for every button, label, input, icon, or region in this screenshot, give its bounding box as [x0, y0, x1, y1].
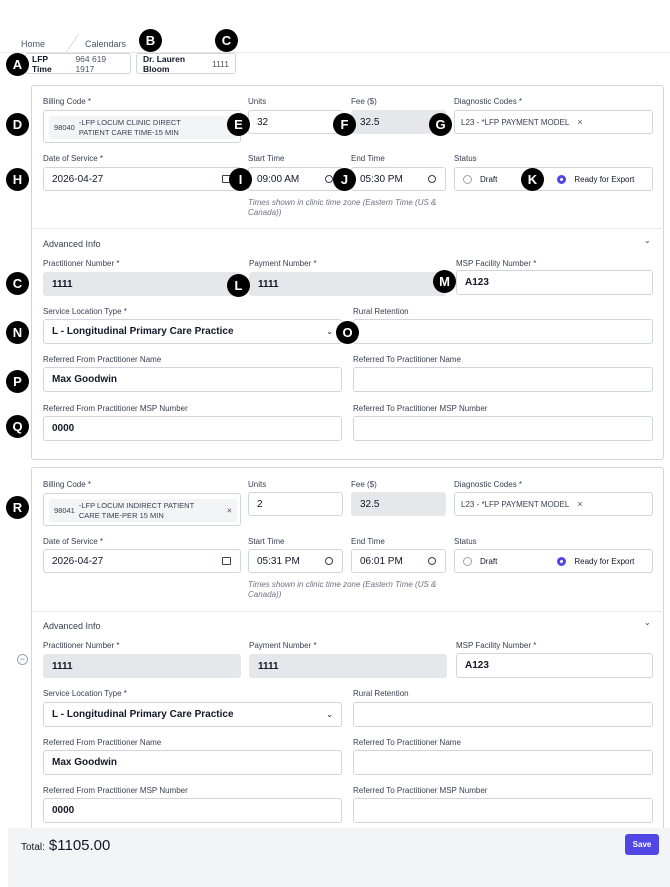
payment-number-field: 1111 [249, 272, 447, 296]
referred-to-name-input[interactable] [353, 367, 653, 392]
chevron-down-icon[interactable]: ⌄ [644, 618, 651, 627]
advanced-info-heading: Advanced Info [43, 239, 101, 249]
ready-for-export-label: Ready for Export [574, 556, 635, 566]
ready-for-export-label: Ready for Export [574, 174, 635, 184]
draft-radio[interactable] [463, 175, 472, 184]
badge-r: R [6, 496, 29, 519]
rural-retention-input[interactable] [353, 319, 653, 344]
badge-h: H [6, 168, 29, 191]
referred-to-name-input[interactable] [353, 750, 653, 775]
referred-to-msp-label: Referred To Practitioner MSP Number [353, 404, 488, 413]
timezone-hint: Times shown in clinic time zone (Eastern Time (US & Canada)) [248, 198, 437, 218]
remove-diagnostic-code-icon[interactable]: × [577, 499, 583, 509]
billing-code-label: Billing Code * [43, 480, 92, 489]
billing-code-select[interactable] [43, 493, 241, 526]
clock-icon[interactable] [428, 557, 436, 565]
fee-label: Fee ($) [351, 97, 377, 106]
practitioner-chip-number: 1111 [211, 58, 229, 69]
referred-from-msp-input[interactable]: 0000 [43, 416, 342, 441]
referred-from-msp-input[interactable]: 0000 [43, 798, 342, 823]
date-of-service-input[interactable] [43, 549, 241, 573]
referred-from-msp-label: Referred From Practitioner MSP Number [43, 786, 188, 795]
calendar-icon[interactable] [222, 557, 231, 565]
status-radio-group [454, 549, 653, 573]
diagnostic-codes-select[interactable] [454, 110, 653, 134]
draft-label: Draft [480, 556, 498, 566]
date-of-service-input[interactable] [43, 167, 241, 191]
badge-f: F [333, 113, 356, 136]
referred-from-name-input[interactable]: Max Goodwin [43, 367, 342, 392]
practitioner-number-field: 1111 [43, 272, 241, 296]
service-location-value: L - Longitudinal Primary Care Practice [52, 326, 234, 337]
badge-n: N [6, 321, 29, 344]
ready-for-export-radio[interactable] [557, 557, 566, 566]
end-time-label: End Time [351, 537, 385, 546]
badge-d: D [6, 113, 29, 136]
breadcrumb-separator [49, 34, 80, 52]
status-label: Status [454, 537, 477, 546]
units-label: Units [248, 97, 267, 106]
billing-code-number: 98040 [54, 122, 75, 132]
payment-number-label: Payment Number * [249, 641, 317, 650]
diagnostic-codes-select[interactable] [454, 492, 653, 516]
remove-entry-icon[interactable]: − [17, 654, 28, 665]
fee-field: 32.5 [351, 110, 446, 134]
end-time-value: 05:30 PM [360, 173, 403, 185]
billing-code-number: 98041 [54, 505, 75, 515]
billing-code-select[interactable] [43, 110, 241, 143]
service-location-label: Service Location Type * [43, 689, 127, 698]
badge-b: B [139, 29, 162, 52]
end-time-value: 06:01 PM [360, 555, 403, 567]
end-time-label: End Time [351, 154, 385, 163]
date-of-service-value: 2026-04-27 [52, 555, 104, 567]
clock-icon[interactable] [325, 175, 333, 183]
billing-code-description: -LFP LOCUM INDIRECT PATIENT CARE TIME-PER 15 MIN [78, 501, 195, 520]
date-of-service-label: Date of Service * [43, 537, 104, 546]
badge-m: M [433, 270, 456, 293]
billing-code-tag [49, 116, 237, 139]
chevron-down-icon[interactable]: ⌄ [644, 236, 651, 245]
badge-o: O [336, 321, 359, 344]
practitioner-number-field: 1111 [43, 654, 241, 678]
date-of-service-label: Date of Service * [43, 154, 104, 163]
badge-k: K [521, 168, 544, 191]
payment-number-field: 1111 [249, 654, 447, 678]
start-time-label: Start Time [248, 537, 285, 546]
referred-to-name-label: Referred To Practitioner Name [353, 738, 461, 747]
badge-l: L [227, 274, 250, 297]
chevron-down-icon: ⌄ [326, 327, 333, 336]
referred-from-name-label: Referred From Practitioner Name [43, 355, 162, 364]
diagnostic-code-tag [461, 499, 583, 509]
save-button[interactable]: Save [625, 834, 659, 855]
total-label: Total: [21, 842, 45, 853]
referred-to-name-label: Referred To Practitioner Name [353, 355, 461, 364]
rural-retention-input[interactable] [353, 702, 653, 727]
remove-diagnostic-code-icon[interactable]: × [577, 117, 583, 127]
diagnostic-codes-label: Diagnostic Codes * [454, 97, 523, 106]
referred-from-name-label: Referred From Practitioner Name [43, 738, 162, 747]
diagnostic-codes-label: Diagnostic Codes * [454, 480, 523, 489]
referred-from-name-input[interactable]: Max Goodwin [43, 750, 342, 775]
badge-g: G [429, 113, 452, 136]
end-time-input[interactable] [351, 167, 446, 191]
section-divider [31, 611, 664, 612]
diagnostic-code-text: L23 - *LFP PAYMENT MODEL [461, 499, 570, 509]
badge-i: I [229, 168, 252, 191]
msp-facility-label: MSP Facility Number * [456, 259, 537, 268]
clinic-chip-title: LFP Time [32, 53, 52, 74]
advanced-info-heading: Advanced Info [43, 621, 101, 631]
clinic-chip-phone: 964 619 1917 [75, 53, 107, 74]
badge-p: P [6, 370, 29, 393]
total-summary [21, 837, 110, 854]
practitioner-chip-title: Dr. Lauren Bloom [143, 53, 186, 74]
remove-billing-code-icon[interactable]: × [226, 504, 232, 515]
start-time-value: 05:31 PM [257, 555, 300, 567]
start-time-label: Start Time [248, 154, 285, 163]
chevron-down-icon: ⌄ [326, 710, 333, 719]
fee-label: Fee ($) [351, 480, 377, 489]
breadcrumb-home[interactable]: Home [21, 39, 46, 49]
section-divider [31, 228, 664, 229]
service-location-select[interactable] [43, 319, 342, 344]
end-time-input[interactable] [351, 549, 446, 573]
billing-code-label: Billing Code * [43, 97, 92, 106]
draft-label: Draft [480, 174, 498, 184]
start-time-input[interactable] [248, 167, 343, 191]
badge-j: J [333, 168, 356, 191]
ready-for-export-radio[interactable] [557, 175, 566, 184]
units-input[interactable]: 2 [248, 492, 343, 516]
badge-c2: C [6, 272, 29, 295]
rural-retention-label: Rural Retention [353, 689, 409, 698]
status-radio-group [454, 167, 653, 191]
total-value: $1105.00 [48, 837, 111, 854]
clock-icon[interactable] [428, 175, 436, 183]
practitioner-chip[interactable] [136, 53, 236, 74]
billing-code-tag [49, 499, 237, 522]
referred-to-msp-input[interactable] [353, 416, 653, 441]
status-label: Status [454, 154, 477, 163]
msp-facility-input[interactable]: A123 [456, 270, 653, 295]
referred-to-msp-input[interactable] [353, 798, 653, 823]
badge-a: A [6, 53, 29, 76]
badge-c: C [215, 29, 238, 52]
fee-field: 32.5 [351, 492, 446, 516]
start-time-value: 09:00 AM [257, 173, 300, 185]
badge-q: Q [6, 415, 29, 438]
units-input[interactable]: 32 [248, 110, 343, 134]
breadcrumb-calendars[interactable]: Calendars [85, 39, 127, 49]
practitioner-number-label: Practitioner Number * [43, 259, 120, 268]
timezone-hint: Times shown in clinic time zone (Eastern Time (US & Canada)) [248, 580, 437, 600]
rural-retention-label: Rural Retention [353, 307, 409, 316]
date-of-service-value: 2026-04-27 [52, 173, 104, 185]
diagnostic-code-tag [461, 117, 583, 127]
payment-number-label: Payment Number * [249, 259, 317, 268]
clinic-chip[interactable] [25, 53, 131, 74]
draft-radio[interactable] [463, 557, 472, 566]
billing-code-description: -LFP LOCUM CLINIC DIRECT PATIENT CARE TIME-15 MIN [78, 118, 181, 137]
referred-from-msp-label: Referred From Practitioner MSP Number [43, 404, 188, 413]
msp-facility-input[interactable]: A123 [456, 653, 653, 678]
service-location-select[interactable] [43, 702, 342, 727]
service-location-label: Service Location Type * [43, 307, 127, 316]
badge-e: E [227, 113, 250, 136]
diagnostic-code-text: L23 - *LFP PAYMENT MODEL [461, 117, 570, 127]
start-time-input[interactable] [248, 549, 343, 573]
units-label: Units [248, 480, 267, 489]
practitioner-number-label: Practitioner Number * [43, 641, 120, 650]
referred-to-msp-label: Referred To Practitioner MSP Number [353, 786, 488, 795]
msp-facility-label: MSP Facility Number * [456, 641, 537, 650]
clock-icon[interactable] [325, 557, 333, 565]
service-location-value: L - Longitudinal Primary Care Practice [52, 709, 234, 720]
